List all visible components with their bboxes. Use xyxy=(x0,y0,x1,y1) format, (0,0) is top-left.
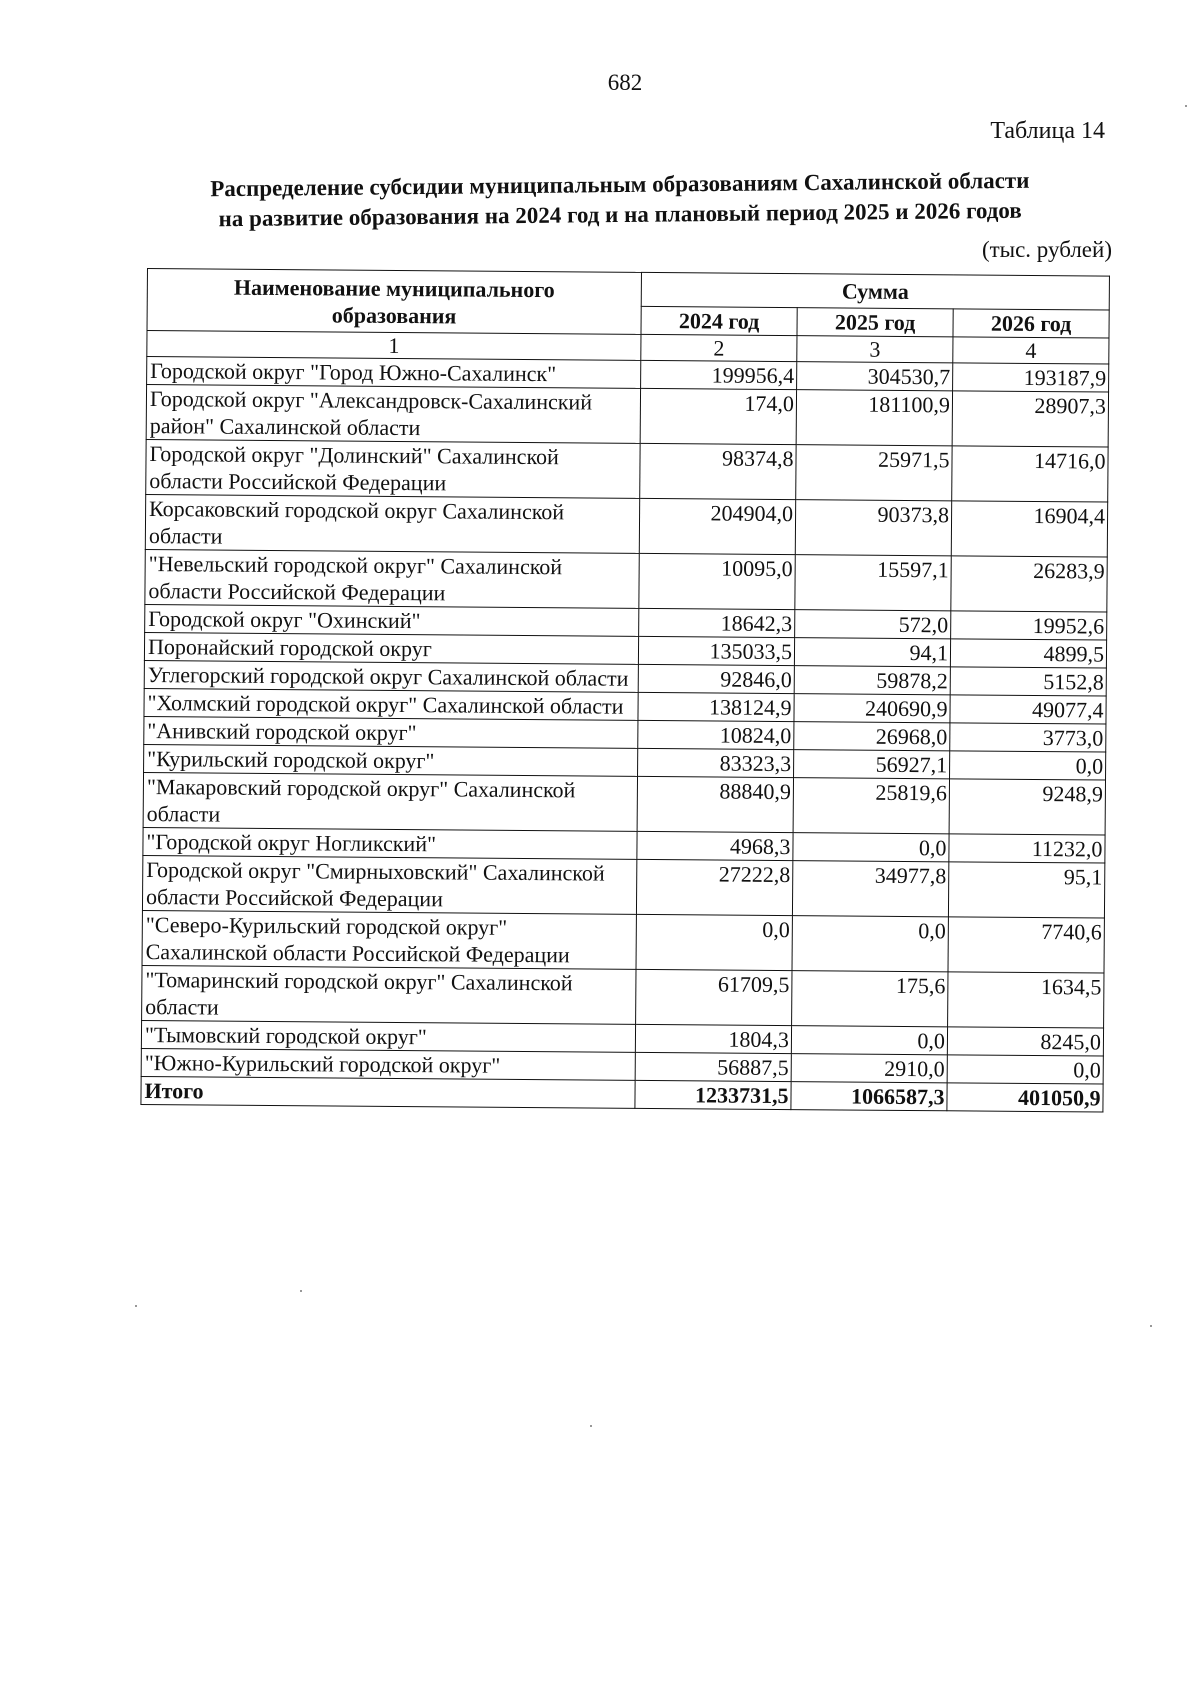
municipality-name-cell: Городской округ "Александровск-Сахалинский район" Сахалинской области xyxy=(146,385,640,444)
table-row xyxy=(142,855,1104,918)
units-label: (тыс. рублей) xyxy=(981,237,1112,262)
municipality-name-cell: "Томаринский городской округ" Сахалинской области xyxy=(142,965,636,1024)
scan-speck xyxy=(1185,105,1187,107)
value-2026-cell: 9248,9 xyxy=(949,779,1105,835)
value-2026-cell: 16904,4 xyxy=(951,501,1107,557)
total-label-cell: Итого xyxy=(141,1076,635,1108)
value-2024-cell: 0,0 xyxy=(636,914,792,970)
table-row xyxy=(142,965,1104,1028)
value-2024-cell: 98374,8 xyxy=(640,443,796,499)
document-title xyxy=(150,165,1091,235)
value-2026-cell: 5152,8 xyxy=(950,667,1106,696)
value-2026-cell: 14716,0 xyxy=(952,446,1108,502)
value-2024-cell: 10824,0 xyxy=(638,720,794,749)
value-2026-cell: 4899,5 xyxy=(950,639,1106,668)
table-body xyxy=(141,357,1109,1113)
value-2026-cell: 28907,3 xyxy=(952,391,1108,447)
municipality-name-cell: "Южно-Курильский городской округ" xyxy=(141,1048,635,1080)
municipality-name-cell: Корсаковский городской округ Сахалинской области xyxy=(145,494,639,553)
value-2025-cell: 25819,6 xyxy=(793,778,949,834)
value-2025-cell: 59878,2 xyxy=(794,666,950,695)
municipality-name-cell: Городской округ "Смирныховский" Сахалинской области Российской Федерации xyxy=(142,855,636,914)
municipality-name-cell: "Северо-Курильский городской округ" Сахалинской области Российской Федерации xyxy=(142,910,636,969)
header-year-2024: 2024 год xyxy=(641,306,797,335)
value-2026-cell: 193187,9 xyxy=(953,363,1109,392)
value-2024-cell: 88840,9 xyxy=(637,776,793,832)
value-2026-cell: 26283,9 xyxy=(951,556,1107,612)
value-2025-cell: 2910,0 xyxy=(791,1054,947,1083)
value-2026-cell: 11232,0 xyxy=(949,834,1105,863)
page-number: 682 xyxy=(607,70,643,95)
value-2024-cell: 138124,9 xyxy=(638,692,794,721)
header-year-2025: 2025 год xyxy=(797,308,953,337)
value-2026-cell: 49077,4 xyxy=(950,695,1106,724)
header-year-2026: 2026 год xyxy=(953,309,1109,338)
municipality-name-cell: "Невельский городской округ" Сахалинской области Российской Федерации xyxy=(145,549,639,608)
table-row xyxy=(145,549,1107,612)
value-2025-cell: 0,0 xyxy=(793,833,949,862)
municipality-name-cell: Городской округ "Охинский" xyxy=(145,604,639,636)
value-2025-cell: 0,0 xyxy=(791,1026,947,1055)
municipality-name-cell: "Холмский городской округ" Сахалинской области xyxy=(144,688,638,720)
value-2024-cell: 83323,3 xyxy=(638,748,794,777)
subsidy-table xyxy=(140,268,1110,1113)
municipality-name-cell: "Анивский городской округ" xyxy=(144,716,638,748)
value-2025-cell: 26968,0 xyxy=(794,722,950,751)
scan-speck xyxy=(300,1290,302,1292)
value-2026-cell: 1634,5 xyxy=(948,972,1104,1028)
value-2026-cell: 0,0 xyxy=(947,1055,1103,1084)
municipality-name-cell: Городской округ "Долинский" Сахалинской области Российской Федерации xyxy=(146,439,640,498)
value-2026-cell: 7740,6 xyxy=(948,917,1104,973)
table-row xyxy=(143,772,1105,835)
value-2025-cell: 175,6 xyxy=(792,971,948,1027)
value-2025-cell: 94,1 xyxy=(794,638,950,667)
total-2025-cell: 1066587,3 xyxy=(791,1082,947,1111)
municipality-name-cell: Углегорский городской округ Сахалинской области xyxy=(144,660,638,692)
value-2024-cell: 135033,5 xyxy=(638,636,794,665)
table-row xyxy=(145,494,1107,557)
value-2026-cell: 0,0 xyxy=(950,751,1106,780)
value-2026-cell: 3773,0 xyxy=(950,723,1106,752)
value-2024-cell: 204904,0 xyxy=(639,498,795,554)
value-2025-cell: 0,0 xyxy=(792,916,948,972)
value-2024-cell: 61709,5 xyxy=(636,969,792,1025)
title-line-2: на развитие образования на 2024 год и на плановый период 2025 и 2026 годов xyxy=(218,197,1022,232)
value-2025-cell: 240690,9 xyxy=(794,694,950,723)
value-2024-cell: 1804,3 xyxy=(635,1024,791,1053)
table-row xyxy=(146,385,1108,448)
value-2026-cell: 95,1 xyxy=(948,862,1104,918)
value-2024-cell: 18642,3 xyxy=(639,608,795,637)
value-2026-cell: 8245,0 xyxy=(947,1027,1103,1056)
value-2025-cell: 304530,7 xyxy=(797,362,953,391)
municipality-name-cell: "Курильский городской округ" xyxy=(144,744,638,776)
column-number-1: 1 xyxy=(147,331,641,361)
value-2024-cell: 92846,0 xyxy=(638,664,794,693)
value-2025-cell: 15597,1 xyxy=(795,555,951,611)
municipality-name-cell: Городской округ "Город Южно-Сахалинск" xyxy=(147,357,641,389)
scan-speck xyxy=(1150,1325,1152,1327)
municipality-name-cell: "Макаровский городской округ" Сахалинской области xyxy=(143,772,637,831)
table-row xyxy=(146,439,1108,502)
value-2026-cell: 19952,6 xyxy=(951,611,1107,640)
value-2025-cell: 90373,8 xyxy=(795,500,951,556)
municipality-name-cell: "Городской округ Ногликский" xyxy=(143,827,637,859)
table-row xyxy=(142,910,1104,973)
value-2025-cell: 572,0 xyxy=(795,610,951,639)
column-number-3: 3 xyxy=(797,336,953,363)
table-label: Таблица 14 xyxy=(990,118,1105,144)
scan-speck xyxy=(590,1425,592,1427)
value-2025-cell: 34977,8 xyxy=(792,861,948,917)
header-sum: Сумма xyxy=(641,272,1109,310)
value-2025-cell: 181100,9 xyxy=(796,390,952,446)
title-line-1: Распределение субсидии муниципальным образованиям Сахалинской области xyxy=(210,167,1030,202)
total-2024-cell: 1233731,5 xyxy=(635,1080,791,1109)
scan-speck xyxy=(135,1305,137,1307)
municipality-name-cell: "Тымовский городской округ" xyxy=(141,1020,635,1052)
value-2024-cell: 27222,8 xyxy=(636,859,792,915)
value-2025-cell: 25971,5 xyxy=(796,445,952,501)
municipality-name-cell: Поронайский городской округ xyxy=(144,632,638,664)
value-2024-cell: 10095,0 xyxy=(639,553,795,609)
column-number-4: 4 xyxy=(953,337,1109,364)
subsidy-table-wrapper xyxy=(140,268,1109,1113)
header-name: Наименование муниципального образования xyxy=(147,269,641,335)
value-2025-cell: 56927,1 xyxy=(794,750,950,779)
value-2024-cell: 4968,3 xyxy=(637,831,793,860)
value-2024-cell: 199956,4 xyxy=(641,360,797,389)
column-number-2: 2 xyxy=(641,334,797,361)
value-2024-cell: 56887,5 xyxy=(635,1052,791,1081)
total-2026-cell: 401050,9 xyxy=(947,1083,1103,1112)
value-2024-cell: 174,0 xyxy=(640,388,796,444)
